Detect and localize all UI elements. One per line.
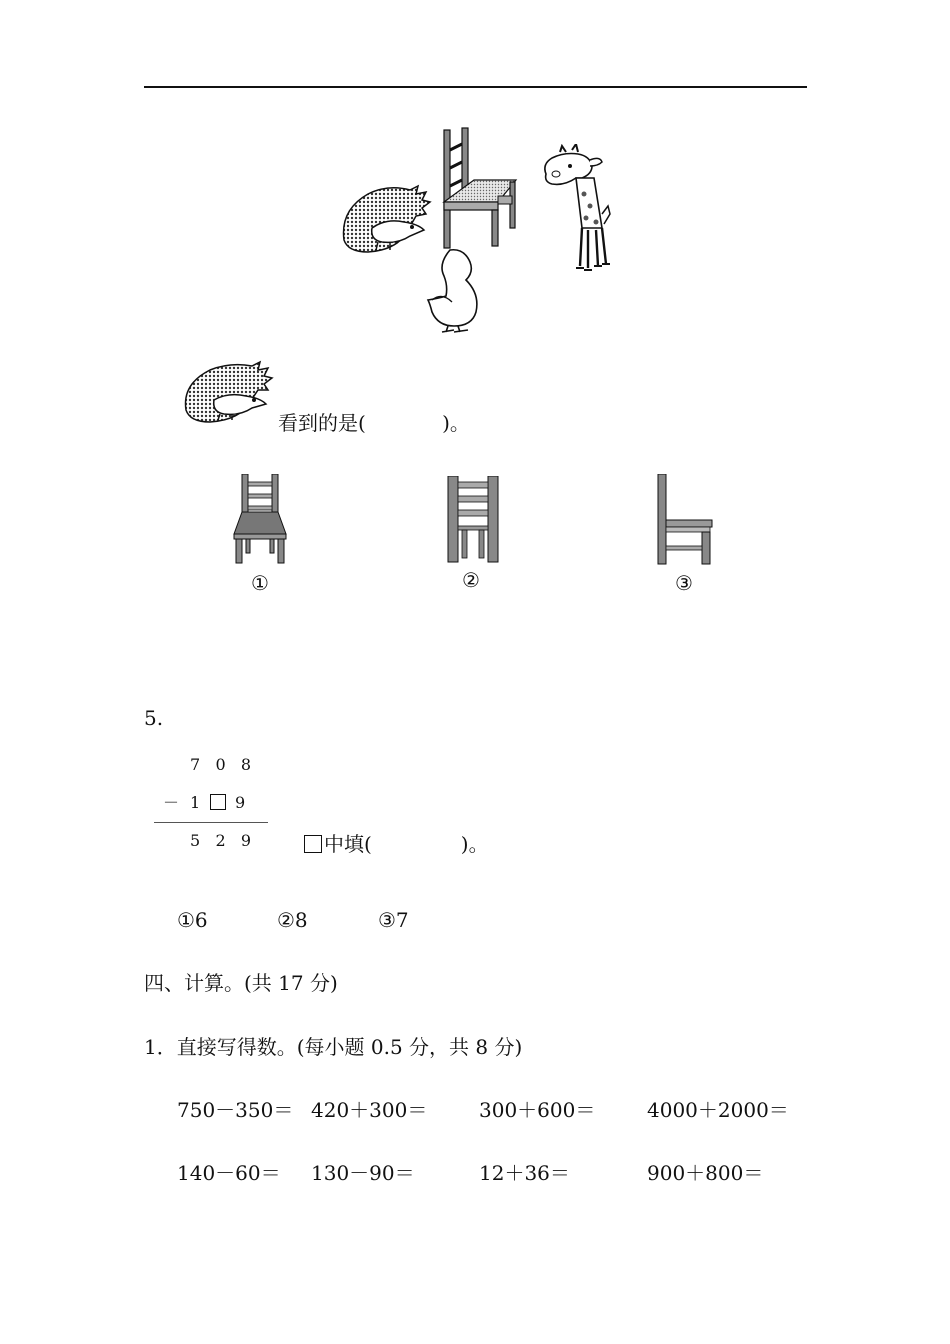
q4-prompt: 看到的是( )。 (278, 411, 470, 435)
hedgehog-icon (180, 358, 276, 428)
calc-r1-c1: 750－350＝ (177, 1098, 294, 1122)
minus-sign: － (163, 793, 180, 812)
q5-fill-text: 中填( )。 (324, 832, 489, 856)
calc-r2-c3: 12＋36＝ (479, 1161, 570, 1185)
option-3-label: ③ (675, 571, 693, 595)
chair-side-view-icon (656, 474, 716, 566)
q1-title: 1．直接写得数。(每小题 0.5 分，共 8 分) (144, 1035, 523, 1059)
calc-r1-c3: 300＋600＝ (479, 1098, 596, 1122)
subtraction-result: 5 2 9 (190, 831, 252, 850)
subtraction-top-row: 7 0 8 (190, 755, 252, 774)
header-rule (144, 86, 807, 88)
option-2-label: ② (462, 568, 480, 592)
calc-r2-c1: 140－60＝ (177, 1161, 281, 1185)
option-1-label: ① (251, 571, 269, 595)
blank-box-icon (304, 835, 322, 853)
subtraction-middle-last-digit: 9 (235, 793, 246, 812)
subtraction-middle-digit: 1 (190, 793, 201, 812)
chair-front-view-icon (232, 474, 290, 566)
subtraction-line (154, 822, 268, 823)
q5-choice-3: ③7 (378, 908, 409, 932)
calc-r1-c2: 420＋300＝ (311, 1098, 428, 1122)
section-heading: 四、计算。(共 17 分) (144, 971, 338, 995)
calc-r2-c4: 900＋800＝ (647, 1161, 764, 1185)
giraffe-icon (538, 144, 618, 272)
hedgehog-icon (338, 180, 434, 258)
calc-r2-c2: 130－90＝ (311, 1161, 415, 1185)
chair-icon (440, 126, 520, 252)
duck-icon (424, 246, 482, 334)
calc-r1-c4: 4000＋2000＝ (647, 1098, 789, 1122)
chair-back-view-icon (446, 476, 500, 564)
q5-number: 5. (144, 706, 164, 730)
q5-choice-2: ②8 (277, 908, 308, 932)
q5-choice-1: ①6 (177, 908, 208, 932)
blank-box (210, 794, 226, 810)
